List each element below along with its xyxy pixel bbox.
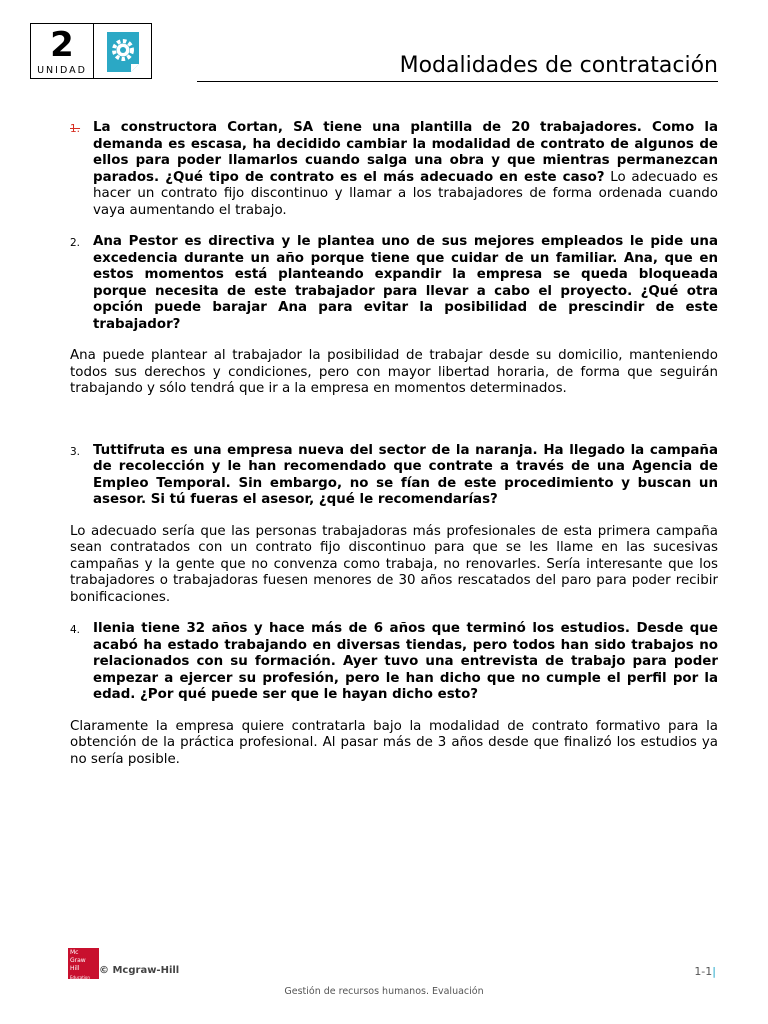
page-number bbox=[694, 965, 716, 978]
unit-number: 2 bbox=[50, 25, 74, 65]
question-text: Ana Pestor es directiva y le plantea uno de sus mejores empleados le pide una excedencia durante un año porque tiene que cuidar de un familiar. Ana, que en estos momentos está planteando expandir la empresa se queda bloqueada porque necesita de este trabajador para llevar a cabo el proyecto. ¿Qué otra opción puede barajar Ana para evitar la posibilidad de prescindir de este trabajador? bbox=[93, 234, 718, 332]
unit-label: UNIDAD bbox=[37, 65, 87, 76]
question-number: 3. bbox=[70, 445, 81, 458]
logo-line: Education bbox=[70, 974, 90, 980]
question-number: 4. bbox=[70, 624, 81, 636]
logo-line: Mc bbox=[70, 949, 79, 956]
question-2 bbox=[70, 234, 718, 333]
question-text: La constructora Cortan, SA tiene una plantilla de 20 trabajadores. Como la demanda es escasa, ha decidido cambiar la modalidad de contrato de algunos de ellos para poder llamarlos cuando salga una obra y que mientras permanezcan parados. ¿Qué tipo de contrato es el más adecuado en este caso? bbox=[93, 120, 718, 185]
document-body bbox=[70, 120, 718, 768]
unit-icon-box bbox=[94, 23, 152, 79]
logo-line: Graw bbox=[70, 957, 86, 965]
question-text: Ilenia tiene 32 años y hace más de 6 años que terminó los estudios. Desde que acabó ha estado trabajando en diversas tiendas, pero todos han sido trabajos no relacionados con su formación. Ayer tuvo una entrevista de trabajo para poder empezar a ejercer su profesión, pero le han dicho que no cumple el perfil por la edad. ¿Por qué puede ser que le hayan dicho esto? bbox=[93, 621, 718, 702]
answer-text: Lo adecuado es hacer un contrato fijo discontinuo y llamar a los trabajadores de forma ordenada cuando vaya aumentando el trabajo. bbox=[93, 169, 718, 218]
footer-subtitle: Gestión de recursos humanos. Evaluación bbox=[284, 986, 484, 997]
page-number-text: 1-1 bbox=[694, 965, 713, 978]
answer-4: Claramente la empresa quiere contratarla bajo la modalidad de contrato formativo para la obtención de la práctica profesional. Al pasar más de 3 años desde que finalizó los estudios ya no sería posible. bbox=[70, 718, 718, 767]
question-3 bbox=[70, 443, 718, 509]
question-number: 2. bbox=[70, 237, 81, 249]
footer-copyright: © Mcgraw-Hill bbox=[99, 965, 180, 976]
logo-line: Hill bbox=[70, 965, 80, 973]
answer-3: Lo adecuado sería que las personas trabajadoras más profesionales de esta primera campaña sean contratados con un contrato fijo discontinuo para que se les llame en las sucesivas campañas y la gente que no convenza como trabaja, no renovarles. Sería interesante que los trabajadores o trabajadoras fuesen menores de 30 años rescatados del paro para poder recibir bonificaciones. bbox=[70, 523, 718, 605]
unit-badge bbox=[30, 23, 94, 79]
page-title: Modalidades de contratación bbox=[399, 53, 718, 78]
question-1 bbox=[70, 120, 718, 219]
mcgraw-hill-logo bbox=[68, 948, 99, 979]
page-bar: | bbox=[712, 965, 716, 978]
question-number: 1. bbox=[70, 123, 81, 135]
answer-2: Ana puede plantear al trabajador la posibilidad de trabajar desde su domicilio, manteniendo todos sus derechos y condiciones, pero con mayor libertad horaria, de forma que seguirán trabajando y sólo tendrá que ir a la empresa en momentos determinados. bbox=[70, 348, 718, 396]
question-4 bbox=[70, 621, 718, 704]
title-divider bbox=[197, 81, 718, 82]
question-text: Tuttifruta es una empresa nueva del sector de la naranja. Ha llegado la campaña de recolección y le han recomendado que contrate a través de una Agencia de Empleo Temporal. Sin embargo, no se fían de este procedimiento y buscan un asesor. Si tú fueras el asesor, ¿qué le recomendarías? bbox=[93, 442, 718, 507]
gear-document-icon bbox=[107, 32, 139, 72]
